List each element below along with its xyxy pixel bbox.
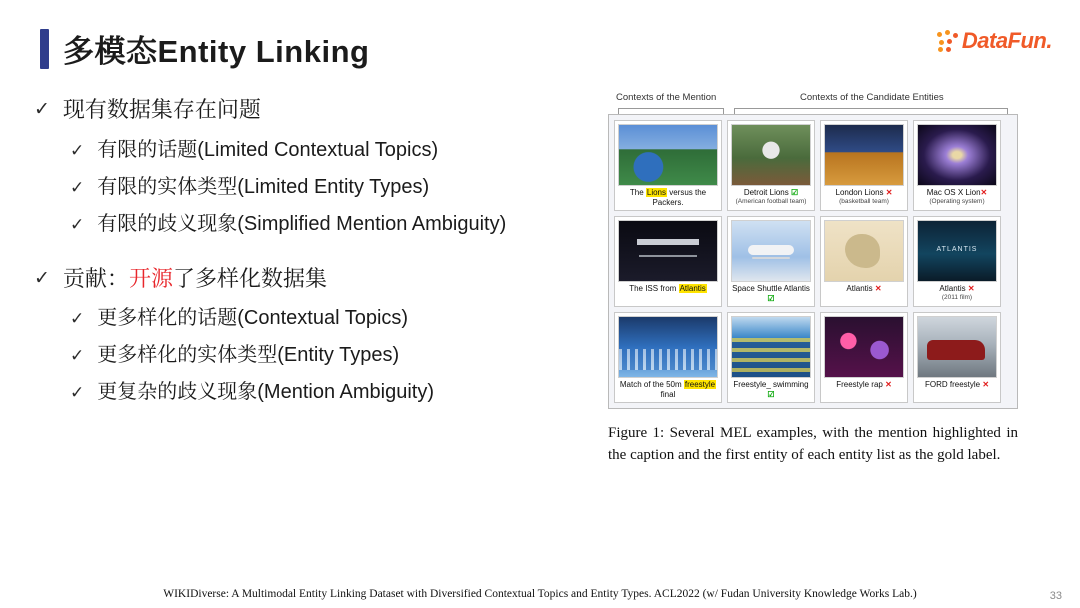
- candidate-label: Detroit Lions: [743, 188, 789, 197]
- page-number: 33: [1049, 590, 1062, 602]
- candidate-cell: [820, 120, 908, 211]
- candidate-caption: [917, 284, 997, 302]
- contribution-highlight: 开源: [128, 265, 173, 291]
- caption-pre: The: [629, 188, 646, 197]
- caption-mention-highlight: Atlantis: [679, 284, 706, 293]
- contribution-suffix: 了多样化数据集: [172, 265, 327, 291]
- figure-row: [614, 120, 1012, 211]
- candidate-caption: [917, 188, 997, 206]
- page-title-text: 多模态Entity Linking: [63, 34, 370, 69]
- candidate-thumbnail: [731, 316, 811, 378]
- check-icon: ✓: [34, 267, 50, 289]
- cross-icon: ✕: [980, 188, 988, 197]
- check-icon: ✓: [70, 346, 85, 365]
- list-item: [70, 138, 594, 163]
- figure-row: [614, 312, 1012, 403]
- candidate-thumbnail: [917, 124, 997, 186]
- candidate-thumbnail: [917, 316, 997, 378]
- candidate-cell: [913, 120, 1001, 211]
- list-group-gap: [34, 249, 594, 265]
- candidate-thumbnail: [731, 220, 811, 282]
- candidate-label: Freestyle rap: [836, 380, 883, 389]
- mention-cell: [614, 120, 722, 211]
- list-item: [34, 96, 594, 124]
- check-icon: ✓: [70, 177, 85, 197]
- mention-caption: [618, 380, 718, 400]
- candidate-cell: [913, 216, 1001, 307]
- list-item-label: 有限的实体类型(Limited Entity Types): [97, 175, 430, 198]
- candidate-label: Atlantis: [846, 284, 873, 293]
- caption-post: versus the Packers.: [652, 188, 707, 207]
- list-item-label: 更复杂的歧义现象(Mention Ambiguity): [97, 381, 434, 403]
- mention-cell: [614, 312, 722, 403]
- cross-icon: ✕: [967, 284, 975, 293]
- list-item: [70, 306, 594, 331]
- figure-row: [614, 216, 1012, 307]
- candidate-thumbnail: [824, 124, 904, 186]
- candidate-cell: [820, 216, 908, 307]
- caption-post: final: [660, 390, 676, 399]
- candidate-label: FORD freestyle: [924, 380, 981, 389]
- candidate-caption: [731, 284, 811, 304]
- check-icon: ☑: [767, 294, 775, 303]
- title-accent-bar: [40, 29, 49, 69]
- footer-reference: WIKIDiverse: A Multimodal Entity Linking Dataset with Diversified Contextual Topics and Entity Types. ACL2022 (w/ Fudan University Knowledge Works Lab.): [163, 588, 917, 600]
- cross-icon: ✕: [982, 380, 990, 389]
- cross-icon: ✕: [885, 380, 892, 389]
- list-item: [70, 380, 594, 405]
- figure-header-candidates: Contexts of the Candidate Entities: [800, 92, 944, 103]
- caption-mention-highlight: freestyle: [684, 380, 716, 389]
- list-item-label: 更多样化的实体类型(Entity Types): [97, 344, 400, 366]
- candidate-cell: [913, 312, 1001, 403]
- list-item: [34, 265, 594, 293]
- cross-icon: ✕: [885, 188, 893, 197]
- mention-thumbnail: [618, 124, 718, 186]
- mention-thumbnail: [618, 220, 718, 282]
- candidate-label: London Lions: [835, 188, 884, 197]
- datafun-logo: [937, 28, 1052, 54]
- candidate-label: Atlantis: [939, 284, 966, 293]
- list-item: [70, 175, 594, 200]
- cross-icon: ✕: [874, 284, 882, 293]
- check-icon: ☑: [767, 390, 775, 399]
- list-item: [70, 212, 594, 237]
- logo-text: DataFun.: [961, 28, 1052, 53]
- check-icon: ✓: [34, 99, 50, 120]
- page-title: [40, 26, 369, 71]
- mention-cell: [614, 216, 722, 307]
- mention-caption: [618, 188, 718, 208]
- list-item-label: 有限的话题(Limited Contextual Topics): [97, 138, 439, 161]
- caption-pre: The ISS from: [629, 284, 679, 293]
- candidate-cell: [727, 120, 815, 211]
- mention-caption: [618, 284, 718, 294]
- candidate-sublabel: (basketball team): [839, 198, 889, 205]
- candidate-thumbnail: [731, 124, 811, 186]
- candidate-sublabel: (Operating system): [929, 198, 985, 205]
- figure-column-headers: [608, 92, 1018, 114]
- brace-candidates: [734, 108, 1008, 114]
- candidate-cell: [727, 312, 815, 403]
- candidate-label: Space Shuttle Atlantis: [732, 284, 810, 293]
- check-icon: ✓: [70, 383, 85, 402]
- figure-panel: [608, 92, 1018, 467]
- candidate-caption: [824, 380, 904, 390]
- candidate-thumbnail: [824, 316, 904, 378]
- figure-caption: Figure 1: Several MEL examples, with the mention highlighted in the caption and the first entity of each entity list as the gold label.: [608, 425, 1018, 463]
- list-item: [70, 343, 594, 368]
- list-item-label: 现有数据集存在问题: [62, 97, 261, 122]
- candidate-cell: [727, 216, 815, 307]
- caption-mention-highlight: Lions: [646, 188, 666, 197]
- candidate-caption: [917, 380, 997, 390]
- candidate-caption: [824, 284, 904, 294]
- candidate-sublabel: (2011 film): [941, 294, 973, 301]
- candidate-thumbnail: [824, 220, 904, 282]
- logo-dot: .: [1046, 28, 1052, 53]
- list-item-label: [63, 265, 327, 293]
- candidate-label: Mac OS X Lion: [926, 188, 981, 197]
- candidate-caption: [824, 188, 904, 206]
- brace-mention: [618, 108, 724, 114]
- bullet-list: [34, 96, 594, 417]
- mention-thumbnail: [618, 316, 718, 378]
- figure-header-mention: Contexts of the Mention: [616, 92, 717, 103]
- check-icon: ✓: [70, 140, 85, 160]
- list-item-label: 有限的歧义现象(Simplified Mention Ambiguity): [97, 212, 507, 235]
- candidate-caption: [731, 380, 811, 400]
- candidate-cell: [820, 312, 908, 403]
- caption-pre: Match of the 50m: [619, 380, 684, 389]
- check-icon: ✓: [70, 214, 85, 234]
- candidate-caption: [731, 188, 811, 206]
- list-item-label: 更多样化的话题(Contextual Topics): [97, 307, 409, 329]
- check-icon: ✓: [70, 309, 85, 328]
- contribution-prefix: 贡献：: [62, 265, 129, 291]
- candidate-label: Freestyle_ swimming: [733, 380, 809, 389]
- figure-grid: [608, 114, 1018, 409]
- logo-dots-icon: [937, 30, 959, 52]
- check-icon: ☑: [790, 188, 799, 197]
- candidate-sublabel: (American football team): [735, 198, 807, 205]
- candidate-thumbnail: [917, 220, 997, 282]
